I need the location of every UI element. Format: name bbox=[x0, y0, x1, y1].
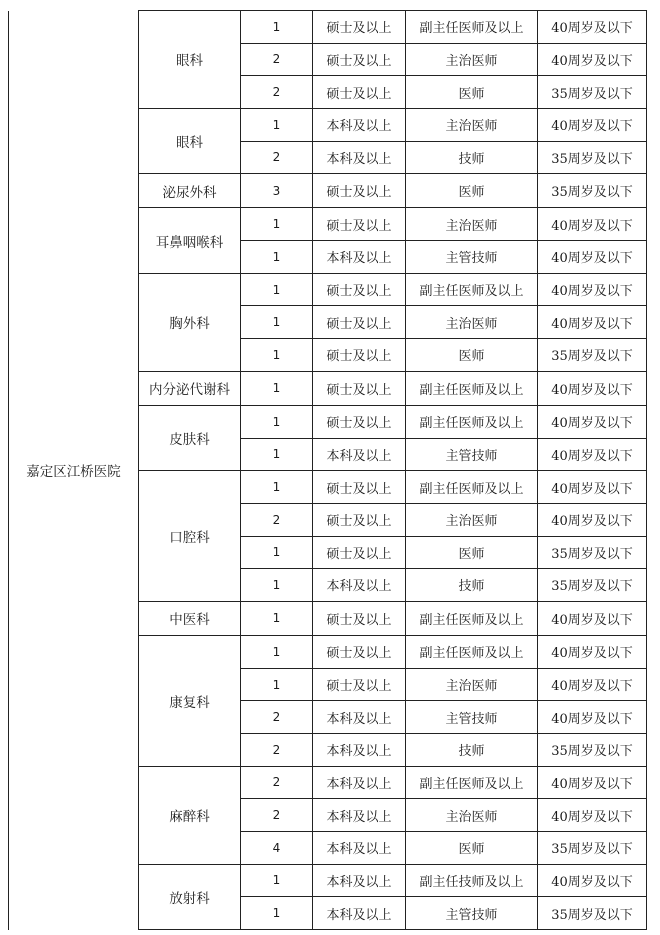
age-requirement: 40周岁及以下 bbox=[538, 108, 647, 141]
title-requirement: 技师 bbox=[406, 141, 538, 174]
education-requirement: 硕士及以上 bbox=[313, 536, 406, 569]
education-requirement: 硕士及以上 bbox=[313, 503, 406, 536]
title-requirement: 医师 bbox=[406, 536, 538, 569]
department-name: 眼科 bbox=[139, 11, 241, 109]
title-requirement: 主治医师 bbox=[406, 503, 538, 536]
age-requirement: 40周岁及以下 bbox=[538, 273, 647, 306]
education-requirement: 硕士及以上 bbox=[313, 371, 406, 405]
department-name: 耳鼻咽喉科 bbox=[139, 208, 241, 273]
department-name: 放射科 bbox=[139, 864, 241, 929]
position-count: 2 bbox=[241, 76, 313, 109]
age-requirement: 40周岁及以下 bbox=[538, 208, 647, 241]
education-requirement: 硕士及以上 bbox=[313, 273, 406, 306]
title-requirement: 主管技师 bbox=[406, 897, 538, 930]
education-requirement: 本科及以上 bbox=[313, 569, 406, 602]
position-count: 2 bbox=[241, 766, 313, 799]
position-count: 1 bbox=[241, 108, 313, 141]
position-count: 1 bbox=[241, 371, 313, 405]
education-requirement: 本科及以上 bbox=[313, 799, 406, 832]
table-body bbox=[9, 11, 647, 930]
title-requirement: 技师 bbox=[406, 569, 538, 602]
position-count: 2 bbox=[241, 701, 313, 734]
education-requirement: 硕士及以上 bbox=[313, 339, 406, 372]
education-requirement: 硕士及以上 bbox=[313, 76, 406, 109]
title-requirement: 医师 bbox=[406, 339, 538, 372]
position-count: 1 bbox=[241, 11, 313, 44]
position-count: 1 bbox=[241, 864, 313, 897]
age-requirement: 35周岁及以下 bbox=[538, 76, 647, 109]
position-count: 1 bbox=[241, 471, 313, 504]
position-count: 1 bbox=[241, 306, 313, 339]
position-count: 1 bbox=[241, 273, 313, 306]
age-requirement: 35周岁及以下 bbox=[538, 339, 647, 372]
age-requirement: 35周岁及以下 bbox=[538, 174, 647, 208]
position-count: 1 bbox=[241, 601, 313, 635]
education-requirement: 本科及以上 bbox=[313, 108, 406, 141]
age-requirement: 35周岁及以下 bbox=[538, 733, 647, 766]
education-requirement: 本科及以上 bbox=[313, 831, 406, 864]
age-requirement: 40周岁及以下 bbox=[538, 799, 647, 832]
position-count: 1 bbox=[241, 569, 313, 602]
education-requirement: 本科及以上 bbox=[313, 897, 406, 930]
department-name: 眼科 bbox=[139, 108, 241, 173]
education-requirement: 硕士及以上 bbox=[313, 636, 406, 669]
title-requirement: 副主任医师及以上 bbox=[406, 11, 538, 44]
education-requirement: 硕士及以上 bbox=[313, 601, 406, 635]
position-count: 1 bbox=[241, 897, 313, 930]
title-requirement: 副主任医师及以上 bbox=[406, 371, 538, 405]
title-requirement: 医师 bbox=[406, 831, 538, 864]
age-requirement: 40周岁及以下 bbox=[538, 766, 647, 799]
title-requirement: 医师 bbox=[406, 76, 538, 109]
age-requirement: 40周岁及以下 bbox=[538, 636, 647, 669]
title-requirement: 副主任医师及以上 bbox=[406, 471, 538, 504]
position-count: 1 bbox=[241, 536, 313, 569]
age-requirement: 35周岁及以下 bbox=[538, 141, 647, 174]
position-count: 2 bbox=[241, 733, 313, 766]
title-requirement: 技师 bbox=[406, 733, 538, 766]
age-requirement: 40周岁及以下 bbox=[538, 241, 647, 274]
education-requirement: 硕士及以上 bbox=[313, 306, 406, 339]
title-requirement: 主治医师 bbox=[406, 108, 538, 141]
department-name: 康复科 bbox=[139, 636, 241, 767]
age-requirement: 35周岁及以下 bbox=[538, 831, 647, 864]
position-count: 1 bbox=[241, 668, 313, 701]
position-count: 2 bbox=[241, 141, 313, 174]
title-requirement: 医师 bbox=[406, 174, 538, 208]
age-requirement: 40周岁及以下 bbox=[538, 503, 647, 536]
position-count: 2 bbox=[241, 43, 313, 76]
title-requirement: 副主任医师及以上 bbox=[406, 766, 538, 799]
age-requirement: 40周岁及以下 bbox=[538, 601, 647, 635]
position-count: 1 bbox=[241, 339, 313, 372]
position-count: 2 bbox=[241, 799, 313, 832]
education-requirement: 硕士及以上 bbox=[313, 208, 406, 241]
age-requirement: 35周岁及以下 bbox=[538, 897, 647, 930]
position-count: 1 bbox=[241, 405, 313, 438]
recruitment-table bbox=[8, 10, 647, 930]
position-count: 4 bbox=[241, 831, 313, 864]
department-name: 皮肤科 bbox=[139, 405, 241, 470]
age-requirement: 40周岁及以下 bbox=[538, 701, 647, 734]
department-name: 泌尿外科 bbox=[139, 174, 241, 208]
position-count: 1 bbox=[241, 438, 313, 471]
title-requirement: 主治医师 bbox=[406, 43, 538, 76]
title-requirement: 主治医师 bbox=[406, 306, 538, 339]
department-name: 口腔科 bbox=[139, 471, 241, 602]
education-requirement: 硕士及以上 bbox=[313, 405, 406, 438]
age-requirement: 40周岁及以下 bbox=[538, 668, 647, 701]
department-name: 麻醉科 bbox=[139, 766, 241, 864]
education-requirement: 本科及以上 bbox=[313, 141, 406, 174]
department-name: 中医科 bbox=[139, 601, 241, 635]
age-requirement: 40周岁及以下 bbox=[538, 471, 647, 504]
age-requirement: 35周岁及以下 bbox=[538, 536, 647, 569]
title-requirement: 副主任医师及以上 bbox=[406, 273, 538, 306]
age-requirement: 40周岁及以下 bbox=[538, 405, 647, 438]
department-name: 内分泌代谢科 bbox=[139, 371, 241, 405]
hospital-name: 嘉定区江桥医院 bbox=[9, 11, 139, 930]
age-requirement: 40周岁及以下 bbox=[538, 11, 647, 44]
education-requirement: 本科及以上 bbox=[313, 438, 406, 471]
education-requirement: 本科及以上 bbox=[313, 864, 406, 897]
age-requirement: 40周岁及以下 bbox=[538, 306, 647, 339]
education-requirement: 本科及以上 bbox=[313, 701, 406, 734]
title-requirement: 主管技师 bbox=[406, 701, 538, 734]
position-count: 1 bbox=[241, 208, 313, 241]
education-requirement: 硕士及以上 bbox=[313, 174, 406, 208]
title-requirement: 主治医师 bbox=[406, 668, 538, 701]
department-name: 胸外科 bbox=[139, 273, 241, 371]
title-requirement: 主治医师 bbox=[406, 799, 538, 832]
table-row bbox=[9, 11, 647, 44]
position-count: 1 bbox=[241, 241, 313, 274]
age-requirement: 40周岁及以下 bbox=[538, 43, 647, 76]
title-requirement: 主管技师 bbox=[406, 438, 538, 471]
title-requirement: 副主任医师及以上 bbox=[406, 636, 538, 669]
education-requirement: 本科及以上 bbox=[313, 766, 406, 799]
age-requirement: 40周岁及以下 bbox=[538, 371, 647, 405]
title-requirement: 主管技师 bbox=[406, 241, 538, 274]
title-requirement: 副主任医师及以上 bbox=[406, 601, 538, 635]
age-requirement: 40周岁及以下 bbox=[538, 864, 647, 897]
age-requirement: 35周岁及以下 bbox=[538, 569, 647, 602]
title-requirement: 主治医师 bbox=[406, 208, 538, 241]
title-requirement: 副主任技师及以上 bbox=[406, 864, 538, 897]
position-count: 2 bbox=[241, 503, 313, 536]
education-requirement: 硕士及以上 bbox=[313, 471, 406, 504]
education-requirement: 硕士及以上 bbox=[313, 43, 406, 76]
age-requirement: 40周岁及以下 bbox=[538, 438, 647, 471]
title-requirement: 副主任医师及以上 bbox=[406, 405, 538, 438]
education-requirement: 硕士及以上 bbox=[313, 11, 406, 44]
education-requirement: 硕士及以上 bbox=[313, 668, 406, 701]
education-requirement: 本科及以上 bbox=[313, 241, 406, 274]
position-count: 1 bbox=[241, 636, 313, 669]
position-count: 3 bbox=[241, 174, 313, 208]
education-requirement: 本科及以上 bbox=[313, 733, 406, 766]
